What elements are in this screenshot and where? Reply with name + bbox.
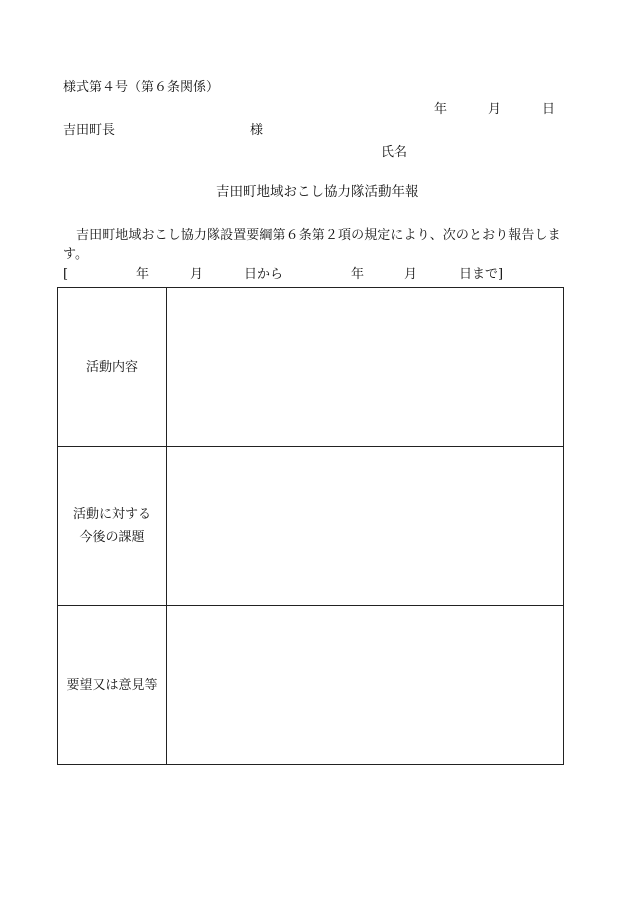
period-end-day: 日まで]: [459, 267, 504, 282]
date-month-label: 月: [488, 102, 502, 117]
period-end-month: 月: [404, 267, 418, 282]
period-start-year: 年: [136, 267, 150, 282]
applicant-name-label: 氏名: [381, 145, 408, 160]
date-day-label: 日: [542, 102, 556, 117]
issues-entry-cell[interactable]: [167, 447, 564, 606]
activity-entry-cell[interactable]: [167, 288, 564, 447]
form-number: 様式第４号（第６条関係）: [63, 80, 220, 95]
row-label-line: 活動に対する: [72, 507, 151, 522]
row-label-line: 活動内容: [85, 359, 138, 375]
row-label-line: 今後の課題: [79, 530, 145, 545]
period-start-month: 月: [190, 267, 204, 282]
table-row-activity: [58, 288, 564, 447]
table-row-issues: [58, 447, 564, 606]
document-title: 吉田町地域おこし協力隊活動年報: [216, 184, 419, 200]
row-label-requests: [58, 606, 167, 765]
body-paragraph: 吉田町地域おこし協力隊設置要綱第６条第２項の規定により、次のとおり報告します。: [63, 228, 561, 262]
row-label-line: 要望又は意見等: [66, 677, 158, 693]
report-table: [57, 287, 564, 765]
period-end-year: 年: [351, 267, 365, 282]
addressee-honorific: 様: [250, 123, 264, 138]
table-row-requests: [58, 606, 564, 765]
requests-entry-cell[interactable]: [167, 606, 564, 765]
period-open-bracket: [: [63, 267, 69, 282]
row-label-issues: [58, 447, 167, 606]
period-start-day: 日から: [244, 267, 284, 282]
row-label-activity: [58, 288, 167, 447]
date-year-label: 年: [434, 102, 448, 117]
addressee: 吉田町長: [63, 123, 116, 138]
